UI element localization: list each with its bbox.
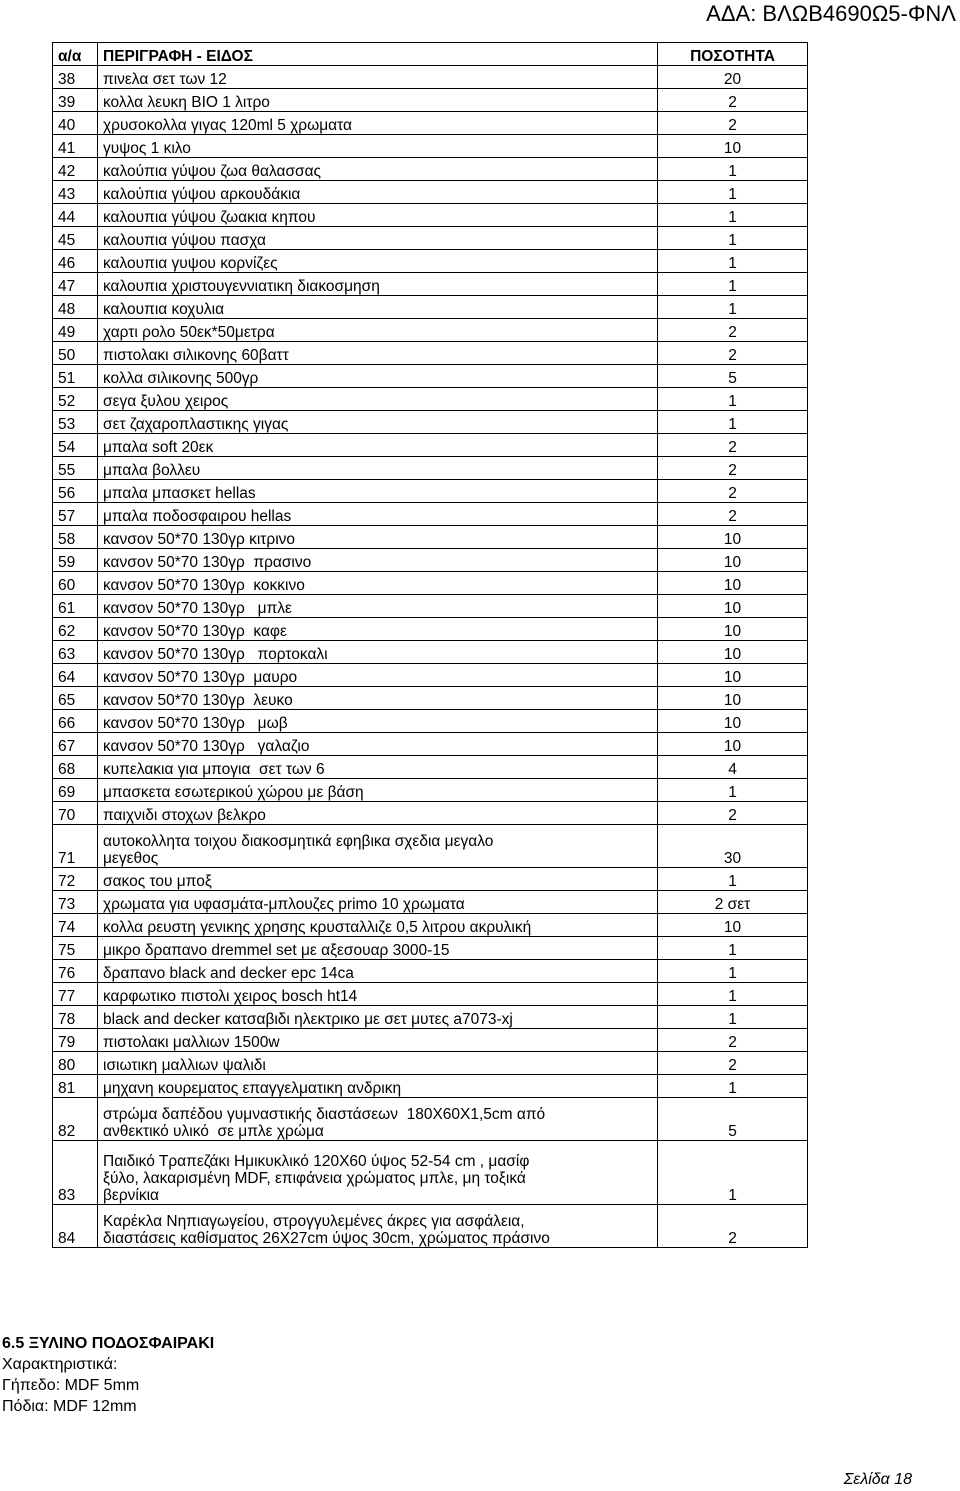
- row-quantity: 1: [658, 204, 808, 227]
- description-line: στρώμα δαπέδου γυμναστικής διαστάσεων 180Χ60Χ1,5cm από: [103, 1106, 546, 1123]
- description-line: κανσον 50*70 130γρ λευκο: [103, 692, 293, 709]
- row-description: [98, 549, 658, 572]
- description-line: πιστολακι σιλικονης 60βαττ: [103, 347, 289, 364]
- table-row: [53, 227, 808, 250]
- table-row: [53, 365, 808, 388]
- row-quantity: 4: [658, 756, 808, 779]
- description-line: κανσον 50*70 130γρ καφε: [103, 623, 287, 640]
- row-quantity: 10: [658, 549, 808, 572]
- row-quantity: 1: [658, 296, 808, 319]
- table-row: [53, 1029, 808, 1052]
- row-quantity: 10: [658, 572, 808, 595]
- table-row: [53, 526, 808, 549]
- table-row: [53, 937, 808, 960]
- row-quantity: 2: [658, 434, 808, 457]
- row-description: [98, 1052, 658, 1075]
- row-number: 67: [53, 733, 98, 756]
- row-description: [98, 937, 658, 960]
- table-row: [53, 595, 808, 618]
- row-description: [98, 983, 658, 1006]
- row-description: [98, 1141, 658, 1205]
- row-quantity: 10: [658, 664, 808, 687]
- row-quantity: 10: [658, 914, 808, 937]
- table-row: [53, 181, 808, 204]
- row-quantity: 30: [658, 825, 808, 868]
- row-number: 58: [53, 526, 98, 549]
- row-quantity: 2: [658, 1052, 808, 1075]
- row-quantity: 1: [658, 158, 808, 181]
- row-description: [98, 411, 658, 434]
- description-line: καρφωτικο πιστολι χειρος bosch ht14: [103, 988, 358, 1005]
- table-header-row: [53, 43, 808, 66]
- row-description: [98, 618, 658, 641]
- row-quantity: 2: [658, 457, 808, 480]
- row-description: [98, 273, 658, 296]
- row-number: 64: [53, 664, 98, 687]
- row-description: [98, 710, 658, 733]
- table-row: [53, 572, 808, 595]
- section-title: 6.5 ΞΥΛΙΝΟ ΠΟΔΟΣΦΑΙΡΑΚΙ: [2, 1335, 215, 1352]
- description-line: χαρτι ρολο 50εκ*50μετρα: [103, 324, 275, 341]
- table-row: [53, 66, 808, 89]
- row-quantity: 2: [658, 1029, 808, 1052]
- section-line-characteristics: Χαρακτηριστικά:: [2, 1356, 118, 1373]
- column-header-description: ΠΕΡΙΓΡΑΦΗ - ΕΙΔΟΣ: [98, 43, 658, 66]
- row-number: 47: [53, 273, 98, 296]
- table-row: [53, 388, 808, 411]
- table-row: [53, 664, 808, 687]
- description-line: Καρέκλα Νηπιαγωγείου, στρογγυλεμένες άκρες για ασφάλεια,: [103, 1213, 525, 1230]
- row-number: 52: [53, 388, 98, 411]
- row-quantity: 2: [658, 342, 808, 365]
- description-line: κολλα λευκη BIO 1 λιτρο: [103, 94, 270, 111]
- row-description: [98, 1006, 658, 1029]
- row-number: 44: [53, 204, 98, 227]
- row-number: 84: [53, 1205, 98, 1248]
- description-line: χρωματα για υφασμάτα-μπλουζες primo 10 χρωματα: [103, 896, 465, 913]
- table-row: [53, 411, 808, 434]
- description-line: μεγεθος: [103, 850, 159, 867]
- row-description: [98, 526, 658, 549]
- description-line: βερνίκια: [103, 1187, 159, 1204]
- row-description: [98, 802, 658, 825]
- table-row: [53, 549, 808, 572]
- row-description: [98, 825, 658, 868]
- row-quantity: 1: [658, 250, 808, 273]
- row-number: 75: [53, 937, 98, 960]
- row-number: 56: [53, 480, 98, 503]
- row-description: [98, 733, 658, 756]
- row-number: 57: [53, 503, 98, 526]
- table-row: [53, 891, 808, 914]
- table-row: [53, 112, 808, 135]
- row-number: 66: [53, 710, 98, 733]
- row-number: 51: [53, 365, 98, 388]
- row-number: 81: [53, 1075, 98, 1098]
- table-row: [53, 641, 808, 664]
- description-line: γυψος 1 κιλο: [103, 140, 191, 157]
- description-line: σεγα ξυλου χειρος: [103, 393, 229, 410]
- section-block: [2, 1333, 214, 1417]
- table-row: [53, 960, 808, 983]
- column-header-quantity: ΠΟΣΟΤΗΤΑ: [658, 43, 808, 66]
- row-number: 54: [53, 434, 98, 457]
- row-number: 61: [53, 595, 98, 618]
- table-row: [53, 273, 808, 296]
- description-line: πιστολακι μαλλιων 1500w: [103, 1034, 280, 1051]
- row-quantity: 2: [658, 89, 808, 112]
- column-header-number: α/α: [53, 43, 98, 66]
- table-row: [53, 687, 808, 710]
- row-description: [98, 641, 658, 664]
- row-quantity: 2: [658, 503, 808, 526]
- row-description: [98, 204, 658, 227]
- row-number: 78: [53, 1006, 98, 1029]
- table-row: [53, 733, 808, 756]
- row-number: 45: [53, 227, 98, 250]
- table-row: [53, 1098, 808, 1141]
- table-row: [53, 618, 808, 641]
- table-row: [53, 914, 808, 937]
- row-description: [98, 503, 658, 526]
- description-line: μπασκετα εσωτερικού χώρου με βάση: [103, 784, 364, 801]
- row-number: 53: [53, 411, 98, 434]
- table-row: [53, 1141, 808, 1205]
- row-number: 39: [53, 89, 98, 112]
- row-description: [98, 1205, 658, 1248]
- row-number: 46: [53, 250, 98, 273]
- row-description: [98, 296, 658, 319]
- description-line: καλούπια γύψου αρκουδάκια: [103, 186, 301, 203]
- row-quantity: 1: [658, 937, 808, 960]
- table-row: [53, 480, 808, 503]
- table-row: [53, 342, 808, 365]
- row-quantity: 10: [658, 687, 808, 710]
- row-quantity: 10: [658, 595, 808, 618]
- description-line: μπαλα βολλευ: [103, 462, 201, 479]
- description-line: μπαλα ποδοσφαιρου hellas: [103, 508, 292, 525]
- row-quantity: 1: [658, 388, 808, 411]
- table-row: [53, 779, 808, 802]
- table-row: [53, 434, 808, 457]
- row-description: [98, 960, 658, 983]
- row-description: [98, 779, 658, 802]
- row-quantity: 10: [658, 618, 808, 641]
- table-row: [53, 457, 808, 480]
- description-line: μηχανη κουρεματος επαγγελματικη ανδρικη: [103, 1080, 402, 1097]
- row-quantity: 10: [658, 641, 808, 664]
- table-row: [53, 503, 808, 526]
- description-line: κανσον 50*70 130γρ μαυρο: [103, 669, 298, 686]
- row-number: 69: [53, 779, 98, 802]
- row-description: [98, 595, 658, 618]
- row-number: 55: [53, 457, 98, 480]
- description-line: σετ ζαχαροπλαστικης γιγας: [103, 416, 289, 433]
- row-quantity: 5: [658, 1098, 808, 1141]
- row-description: [98, 388, 658, 411]
- table-row: [53, 868, 808, 891]
- description-line: κανσον 50*70 130γρ πρασινο: [103, 554, 312, 571]
- row-quantity: 20: [658, 66, 808, 89]
- description-line: διαστάσεις καθίσματος 26Χ27cm ύψος 30cm, χρώματος πράσινο: [103, 1230, 550, 1247]
- description-line: Παιδικό Τραπεζάκι Ημικυκλικό 120Χ60 ύψος 52-54 cm , μασίφ: [103, 1153, 530, 1170]
- ada-code: ΑΔΑ: ΒΛΩΒ4690Ω5-ΦΝΛ: [706, 1, 956, 26]
- row-description: [98, 365, 658, 388]
- row-description: [98, 434, 658, 457]
- row-description: [98, 1029, 658, 1052]
- page-number: Σελίδα 18: [843, 1471, 912, 1488]
- row-description: [98, 89, 658, 112]
- row-description: [98, 227, 658, 250]
- row-quantity: 5: [658, 365, 808, 388]
- row-description: [98, 1098, 658, 1141]
- row-description: [98, 250, 658, 273]
- row-number: 80: [53, 1052, 98, 1075]
- description-line: κολλα ρευστη γενικης χρησης κρυσταλλιζε 0,5 λιτρου ακρυλική: [103, 919, 532, 936]
- description-line: πινελα σετ των 12: [103, 71, 227, 88]
- description-line: καλουπια χριστουγεννιατικη διακοσμηση: [103, 278, 380, 295]
- row-number: 59: [53, 549, 98, 572]
- row-quantity: 1: [658, 1075, 808, 1098]
- table-row: [53, 802, 808, 825]
- row-quantity: 1: [658, 1006, 808, 1029]
- table-row: [53, 1205, 808, 1248]
- row-quantity: 1: [658, 181, 808, 204]
- description-line: μικρο δραπανο dremmel set με αξεσουαρ 3000-15: [103, 942, 450, 959]
- row-number: 62: [53, 618, 98, 641]
- description-line: καλουπια κοχυλια: [103, 301, 225, 318]
- table-row: [53, 825, 808, 868]
- row-number: 82: [53, 1098, 98, 1141]
- row-description: [98, 687, 658, 710]
- description-line: καλουπια γύψου πασχα: [103, 232, 266, 249]
- description-line: καλουπια γυψου κορνίζες: [103, 255, 278, 272]
- row-description: [98, 181, 658, 204]
- description-line: χρυσοκολλα γιγας 120ml 5 χρωματα: [103, 117, 352, 134]
- row-number: 77: [53, 983, 98, 1006]
- row-description: [98, 158, 658, 181]
- row-quantity: 2: [658, 1205, 808, 1248]
- row-description: [98, 480, 658, 503]
- row-quantity: 2: [658, 112, 808, 135]
- description-line: καλουπια γύψου ζωακια κηπου: [103, 209, 316, 226]
- row-quantity: 10: [658, 710, 808, 733]
- row-description: [98, 572, 658, 595]
- row-number: 41: [53, 135, 98, 158]
- table-body: [53, 66, 808, 1248]
- table-row: [53, 319, 808, 342]
- row-quantity: 10: [658, 733, 808, 756]
- row-quantity: 1: [658, 273, 808, 296]
- table-row: [53, 296, 808, 319]
- table-row: [53, 1075, 808, 1098]
- description-line: παιχνιδι στοχων βελκρο: [103, 807, 266, 824]
- table-row: [53, 710, 808, 733]
- row-number: 38: [53, 66, 98, 89]
- row-quantity: 1: [658, 960, 808, 983]
- items-table: [52, 42, 808, 1248]
- row-quantity: 10: [658, 135, 808, 158]
- row-number: 49: [53, 319, 98, 342]
- row-number: 68: [53, 756, 98, 779]
- row-description: [98, 664, 658, 687]
- row-number: 73: [53, 891, 98, 914]
- row-number: 50: [53, 342, 98, 365]
- row-description: [98, 891, 658, 914]
- row-description: [98, 457, 658, 480]
- row-quantity: 2: [658, 480, 808, 503]
- row-number: 40: [53, 112, 98, 135]
- description-line: κανσον 50*70 130γρ κοκκινο: [103, 577, 305, 594]
- row-number: 72: [53, 868, 98, 891]
- row-description: [98, 112, 658, 135]
- row-number: 70: [53, 802, 98, 825]
- description-line: αυτοκολλητα τοιχου διακοσμητικά εφηβικα σχεδια μεγαλο: [103, 833, 494, 850]
- row-number: 79: [53, 1029, 98, 1052]
- table-row: [53, 756, 808, 779]
- description-line: κανσον 50*70 130γρ πορτοκαλι: [103, 646, 328, 663]
- row-description: [98, 914, 658, 937]
- description-line: κανσον 50*70 130γρ κιτρινο: [103, 531, 296, 548]
- row-quantity: 2: [658, 319, 808, 342]
- row-number: 43: [53, 181, 98, 204]
- row-quantity: 1: [658, 227, 808, 250]
- row-description: [98, 66, 658, 89]
- description-line: μπαλα μπασκετ hellas: [103, 485, 256, 502]
- description-line: ξύλο, λακαρισμένη MDF, επιφάνεια χρώματος μπλε, μη τοξικά: [103, 1170, 526, 1187]
- row-description: [98, 756, 658, 779]
- description-line: κανσον 50*70 130γρ μωβ: [103, 715, 288, 732]
- table-row: [53, 1006, 808, 1029]
- section-line-field: Γήπεδο: MDF 5mm: [2, 1377, 140, 1394]
- description-line: κολλα σιλικονης 500γρ: [103, 370, 259, 387]
- table-row: [53, 983, 808, 1006]
- description-line: κυπελακια για μπογια σετ των 6: [103, 761, 325, 778]
- row-description: [98, 135, 658, 158]
- row-number: 65: [53, 687, 98, 710]
- row-description: [98, 868, 658, 891]
- row-quantity: 1: [658, 868, 808, 891]
- description-line: ισιωτικη μαλλιων ψαλιδι: [103, 1057, 266, 1074]
- row-description: [98, 1075, 658, 1098]
- row-quantity: 1: [658, 779, 808, 802]
- row-number: 63: [53, 641, 98, 664]
- row-number: 76: [53, 960, 98, 983]
- row-number: 42: [53, 158, 98, 181]
- description-line: δραπανο black and decker epc 14ca: [103, 965, 354, 982]
- description-line: σακος του μποξ: [103, 873, 212, 890]
- description-line: μπαλα soft 20εκ: [103, 439, 214, 456]
- row-description: [98, 319, 658, 342]
- description-line: black and decker κατσαβιδι ηλεκτρικο με σετ μυτες a7073-xj: [103, 1011, 513, 1028]
- row-number: 71: [53, 825, 98, 868]
- row-number: 60: [53, 572, 98, 595]
- row-number: 83: [53, 1141, 98, 1205]
- table-row: [53, 1052, 808, 1075]
- section-line-legs: Πόδια: MDF 12mm: [2, 1398, 137, 1415]
- row-quantity: 2 σετ: [658, 891, 808, 914]
- row-number: 48: [53, 296, 98, 319]
- row-quantity: 1: [658, 983, 808, 1006]
- row-number: 74: [53, 914, 98, 937]
- description-line: κανσον 50*70 130γρ μπλε: [103, 600, 292, 617]
- description-line: ανθεκτικό υλικό σε μπλε χρώμα: [103, 1123, 324, 1140]
- description-line: κανσον 50*70 130γρ γαλαζιο: [103, 738, 310, 755]
- table-row: [53, 135, 808, 158]
- row-quantity: 10: [658, 526, 808, 549]
- description-line: καλούπια γύψου ζωα θαλασσας: [103, 163, 322, 180]
- row-quantity: 1: [658, 1141, 808, 1205]
- table-row: [53, 158, 808, 181]
- table-row: [53, 89, 808, 112]
- table-row: [53, 204, 808, 227]
- row-quantity: 2: [658, 802, 808, 825]
- table-row: [53, 250, 808, 273]
- row-quantity: 1: [658, 411, 808, 434]
- row-description: [98, 342, 658, 365]
